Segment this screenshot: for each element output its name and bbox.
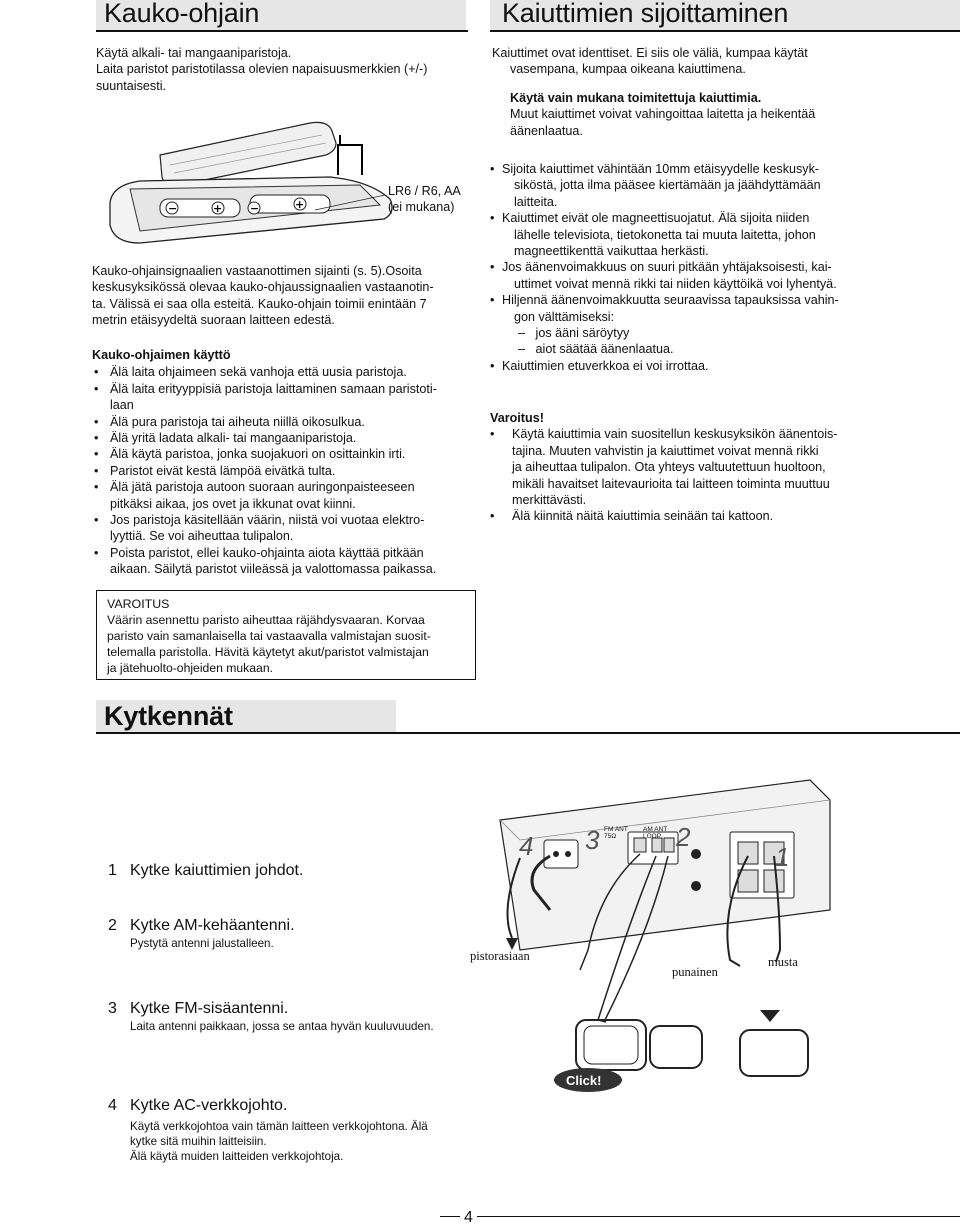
- speaker-bullet: • Kaiuttimien etuverkkoa ei voi irrottaa.: [490, 358, 709, 373]
- battery-type: LR6 / R6, AA: [388, 184, 461, 198]
- warning-line: Väärin asennettu paristo aiheuttaa räjähdysvaaran. Korvaa: [107, 613, 425, 628]
- step-number: 3: [108, 1000, 117, 1017]
- caution-title: Varoitus!: [490, 411, 544, 425]
- speaker-bullet: • Hiljennä äänenvoimakkuutta seuraavissa tapauksissa vahin- gon välttämiseksi:: [490, 293, 839, 324]
- connections-title-rule: [96, 732, 960, 734]
- svg-text:+: +: [295, 198, 305, 211]
- svg-text:−: −: [168, 202, 178, 215]
- step-heading: Kytke FM-sisäantenni.: [130, 1000, 289, 1017]
- speaker-sub-dash: – jos ääni säröytyy: [518, 326, 630, 341]
- intro-line: Laita paristot paristotilassa olevien napaisuusmerkkien (+/-): [96, 62, 428, 77]
- signal-line: keskusyksikössä olevaa kauko-ohjaussignaalien vastaanotin-: [92, 280, 434, 295]
- battery-note: (ei mukana): [388, 200, 455, 215]
- diagram-label-4: 4: [519, 831, 534, 861]
- remote-battery-illustration: [100, 115, 400, 255]
- signal-line: Kauko-ohjainsignaalien vastaanottimen sijainti (s. 5).Osoita: [92, 264, 422, 278]
- speaker-sub-dash: – aiot säätää äänenlaatua.: [518, 342, 674, 357]
- usage-bullet: • Poista paristot, ellei kauko-ohjainta aiota käyttää pitkään aikaan. Säilytä paristot viileässä ja valottomassa paikassa.: [94, 545, 437, 577]
- step-heading: Kytke AM-kehäantenni.: [130, 917, 295, 934]
- fm-ant-text: FM ANT: [604, 826, 628, 833]
- am-ant-text: AM ANT: [643, 826, 668, 833]
- intro-line: Kaiuttimet ovat identtiset. Ei siis ole väliä, kumpaa käytät: [492, 46, 808, 60]
- usage-bullet: • Älä käytä paristoa, jonka suojakuori on osittainkin irti.: [94, 447, 406, 462]
- usage-bullet: • Älä pura paristoja tai aiheuta niillä oikosulkua.: [94, 414, 365, 429]
- usage-bullet: • Älä laita erityyppisiä paristoja laittaminen samaan paristoti- laan: [94, 381, 437, 413]
- am-ant-label: [643, 826, 667, 840]
- speaker-bold-note: Käytä vain mukana toimitettuja kaiuttimia.: [510, 90, 762, 105]
- step-description: Käytä verkkojohtoa vain tämän laitteen verkkojohtona. Älä: [130, 1120, 428, 1133]
- am-ant-text: LOOP: [643, 833, 662, 840]
- usage-bullet: • Jos paristoja käsitellään väärin, niistä voi vuotaa elektro- lyyttiä. Se voi aiheuttaa tulipalon.: [94, 513, 425, 544]
- remote-intro: [96, 45, 476, 94]
- signal-line: ta. Välissä ei saa olla esteitä. Kauko-ohjain toimii enintään 7: [92, 296, 427, 311]
- battery-warning-box: [96, 590, 476, 680]
- warning-line: telemalla paristolla. Hävitä käytetyt akut/paristot valmistajan: [107, 645, 429, 660]
- svg-text:−: −: [250, 202, 260, 215]
- right-section-title: Kaiuttimien sijoittaminen: [502, 0, 789, 28]
- red-wire-label: punainen: [672, 965, 718, 979]
- warning-line: ja jätehuolto-ohjeiden mukaan.: [107, 661, 274, 676]
- usage-bullet: • Älä jätä paristoja autoon suoraan auringonpaisteeseen pitkäksi aikaa, jos ovet ja ikkunat ovat kiinni.: [94, 480, 415, 511]
- diagram-label-2: 2: [676, 822, 691, 852]
- speaker-bullets: [490, 161, 960, 374]
- footer-rule: [440, 1216, 960, 1217]
- left-section-title: Kauko-ohjain: [104, 0, 260, 28]
- speaker-note-line: äänenlaatua.: [510, 123, 583, 138]
- caution-bullet: • Käytä kaiuttimia vain suositellun keskusyksikön äänentois- tajina. Muuten vahvistin ja kaiuttimet voivat mennä rikki ja aiheuttaa tulipalon. Ota yhteys valtuutettuun huoltoon, mikäli havaitset laitevaurioita tai laitteen toiminta muuttuu merkittävästi.: [490, 427, 838, 508]
- connections-title: Kytkennät: [104, 701, 233, 731]
- fm-ant-text: 75Ω: [604, 833, 617, 840]
- speaker-bullet: • Sijoita kaiuttimet vähintään 10mm etäisyydelle keskusyk- siköstä, jotta ilma pääsee kiertämään ja jäähdyttämään laitteita.: [490, 162, 821, 209]
- step-heading: Kytke kaiuttimien johdot.: [130, 862, 304, 879]
- warning-line: paristo vain samanlaisella tai vastaavalla valmistajan suosit-: [107, 629, 431, 644]
- intro-line: Käytä alkali- tai mangaaniparistoja.: [96, 46, 292, 60]
- signal-text: [92, 263, 482, 329]
- step-description: Älä käytä muiden laitteiden verkkojohtoja.: [130, 1150, 344, 1163]
- step-description: kytke sitä muihin laitteisiin.: [130, 1135, 267, 1148]
- speaker-bullet: • Jos äänenvoimakkuus on suuri pitkään yhtäjaksoisesti, kai- uttimet voivat mennä rikki tai niiden käyttöikä voi lyhentyä.: [490, 260, 837, 291]
- intro-line: vasempana, kumpaa oikeana kaiuttimena.: [510, 62, 746, 77]
- page-number: 4: [460, 1209, 477, 1227]
- step-number: 1: [108, 862, 117, 879]
- fm-ant-label: [604, 826, 628, 840]
- connections-title-bar: [96, 700, 396, 732]
- step-description: Pystytä antenni jalustalleen.: [130, 937, 274, 950]
- left-title-bar: [96, 0, 466, 30]
- right-title-rule: [490, 30, 960, 32]
- usage-bullet: • Älä laita ohjaimeen sekä vanhoja että uusia paristoja.: [94, 365, 407, 380]
- speaker-bullet: • Kaiuttimet eivät ole magneettisuojatut. Älä sijoita niiden lähelle televisiota, tietokonetta tai muuta laitetta, johon magneettikenttä vaikuttaa herkästi.: [490, 211, 816, 259]
- step-number: 2: [108, 917, 117, 934]
- warning-title: VAROITUS: [107, 597, 170, 611]
- step-number: 4: [108, 1097, 117, 1114]
- outlet-label: pistorasiaan: [470, 949, 530, 963]
- remote-usage: [92, 347, 482, 578]
- speaker-note-line: Muut kaiuttimet voivat vahingoittaa laitetta ja heikentää: [510, 107, 816, 122]
- usage-bullet: • Paristot eivät kestä lämpöä eivätkä tulta.: [94, 463, 336, 478]
- svg-text:+: +: [213, 202, 223, 215]
- battery-type-label: [388, 183, 461, 216]
- caution-bullet: • Älä kiinnitä näitä kaiuttimia seinään tai kattoon.: [490, 509, 774, 524]
- right-title-bar: [490, 0, 960, 30]
- speaker-caution: [490, 410, 960, 525]
- black-wire-label: musta: [768, 955, 798, 969]
- signal-line: metrin etäisyydeltä suoraan laitteen edestä.: [92, 313, 335, 328]
- click-badge-label: Click!: [566, 1073, 602, 1088]
- intro-line: suuntaisesti.: [96, 78, 167, 93]
- step-heading: Kytke AC-verkkojohto.: [130, 1097, 288, 1114]
- diagram-label-3: 3: [585, 825, 600, 855]
- usage-heading: Kauko-ohjaimen käyttö: [92, 348, 231, 362]
- connection-diagram: [480, 760, 860, 1100]
- left-title-rule: [96, 30, 468, 32]
- step-description: Laita antenni paikkaan, jossa se antaa hyvän kuuluvuuden.: [130, 1020, 434, 1033]
- usage-bullet: • Älä yritä ladata alkali- tai mangaaniparistoja.: [94, 431, 357, 446]
- speaker-intro: [492, 45, 952, 139]
- diagram-label-1: 1: [775, 842, 790, 872]
